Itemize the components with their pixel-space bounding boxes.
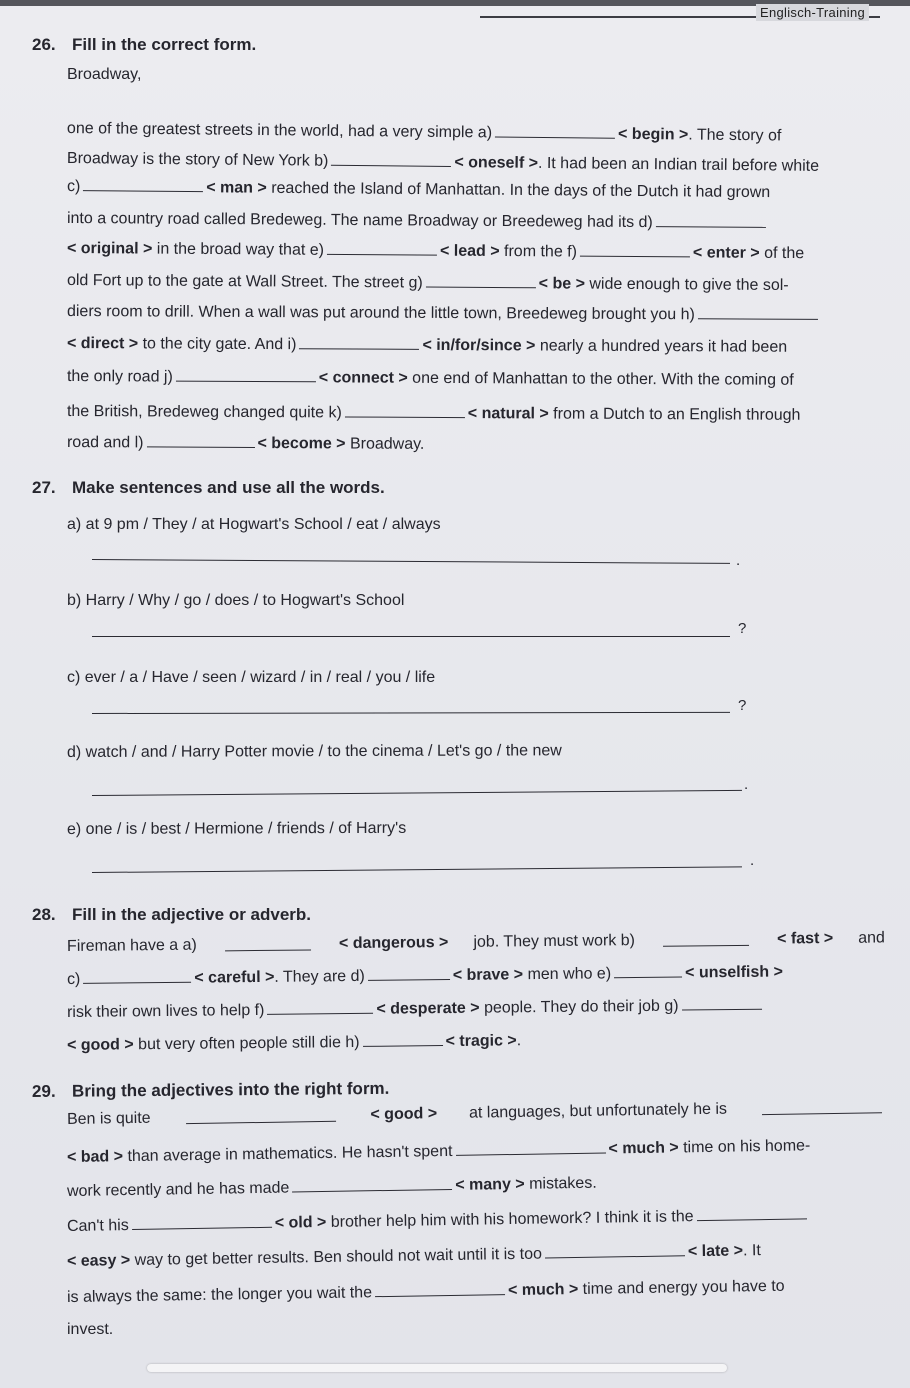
answer-blank-a[interactable]: [495, 119, 615, 138]
answer-blank-l[interactable]: [146, 429, 254, 448]
ex29-blank-1[interactable]: [185, 1104, 335, 1124]
ex27-end-mark-d: .: [744, 776, 749, 793]
ex28-blank-e[interactable]: [614, 960, 682, 979]
ex29-line-4: Can't his < old > brother help him with his homework? I think it is the: [67, 1200, 885, 1237]
answer-blank-j[interactable]: [176, 364, 316, 383]
ex26-line-5: into a country road called Bredeweg. The name Broadway or Breedeweg had its d): [67, 205, 885, 235]
ex28-line-3: risk their own lives to help f) < desperate > people. They do their job g): [67, 990, 885, 1023]
ex28-blank-a[interactable]: [225, 932, 311, 951]
ex29-blank-4[interactable]: [292, 1172, 452, 1193]
answer-blank-h[interactable]: [698, 301, 818, 320]
ex28-line-2: c) < careful >. They are d) < brave > men who e) < unselfish >: [67, 957, 885, 990]
ex27-end-mark-e: .: [750, 852, 755, 869]
ex29-blank-3[interactable]: [455, 1136, 605, 1156]
ex29-line-7: invest.: [67, 1321, 114, 1338]
ex27-item-d: d) watch / and / Harry Potter movie / to the cinema / Let's go / the new: [66, 742, 562, 761]
ex27-answer-line-c[interactable]: [92, 712, 730, 714]
ex29-line-6: is always the same: the longer you wait the < much > time and energy you have to: [66, 1277, 785, 1306]
ex27-item-b: b) Harry / Why / go / does / to Hogwart's School: [67, 592, 405, 609]
ex28-blank-h[interactable]: [362, 1028, 442, 1047]
answer-blank-f[interactable]: [580, 239, 690, 258]
ex26-line-2: one of the greatest streets in the world, had a very simple a) < begin >. The story of: [66, 120, 782, 145]
ex27-answer-line-d[interactable]: [92, 790, 742, 796]
ex27-answer-line-b[interactable]: [92, 636, 730, 637]
ex28-blank-g[interactable]: [681, 992, 761, 1011]
ex27-item-e: e) one / is / best / Hermione / friends / of Harry's: [66, 819, 407, 838]
answer-blank-b[interactable]: [331, 148, 451, 167]
ex26-line-10: the only road j) < connect > one end of Manhattan to the other. With the coming of: [67, 363, 885, 391]
answer-blank-i[interactable]: [299, 331, 419, 350]
ex26-line-3: Broadway is the story of New York b) < oneself >. It had been an Indian trail before white: [67, 145, 885, 178]
ex27-end-mark-c: ?: [738, 697, 747, 714]
ex29-line-2: < bad > than average in mathematics. He hasn't spent < much > time on his home-: [66, 1137, 811, 1166]
ex27-end-mark-b: ?: [738, 620, 747, 637]
ex27-answer-line-e[interactable]: [92, 866, 742, 873]
ex26-line-1: Broadway,: [67, 66, 142, 83]
ex26-line-8: diers room to drill. When a wall was put around the little town, Breedeweg brought you h): [67, 298, 885, 326]
answer-blank-d[interactable]: [656, 209, 766, 228]
exercise-27-title: 27. Make sentences and use all the words.: [32, 478, 385, 497]
ex26-line-11: the British, Bredeweg changed quite k) < natural > from a Dutch to an English through: [67, 398, 885, 426]
ex29-line-5: < easy > way to get better results. Ben should not wait until it is too < late >. It: [67, 1235, 885, 1272]
ex26-line-7: old Fort up to the gate at Wall Street. The street g) < be > wide enough to give the sol-: [67, 267, 885, 297]
home-indicator[interactable]: [147, 1364, 727, 1372]
ex29-line-1: Ben is quite < good > at languages, but unfortunately he is: [67, 1095, 885, 1132]
exercise-28-title: 28. Fill in the adjective or adverb.: [32, 905, 312, 924]
ex29-blank-7[interactable]: [545, 1238, 685, 1258]
ex28-line-4: < good > but very often people still die h) < tragic >.: [67, 1023, 885, 1056]
ex27-answer-line-a[interactable]: [92, 559, 730, 564]
ex29-blank-8[interactable]: [375, 1277, 505, 1297]
ex29-blank-5[interactable]: [132, 1210, 272, 1230]
exercise-26-title: 26. Fill in the correct form.: [32, 35, 257, 54]
ex28-blank-c[interactable]: [83, 965, 191, 984]
answer-blank-c[interactable]: [83, 173, 203, 192]
exercise-29-title: 29. Bring the adjectives into the right form.: [31, 1078, 390, 1101]
answer-blank-k[interactable]: [345, 399, 465, 418]
ex27-item-a: a) at 9 pm / They / at Hogwart's School / eat / always: [67, 516, 441, 533]
ex29-line-3: work recently and he has made < many > mistakes.: [67, 1165, 885, 1202]
ex28-blank-f[interactable]: [267, 996, 373, 1015]
ex26-line-4: c) < man > reached the Island of Manhattan. In the days of the Dutch it had grown: [67, 173, 885, 204]
ex26-line-9: < direct > to the city gate. And i) < in/for/since > nearly a hundred years it had been: [67, 330, 885, 358]
ex29-blank-6[interactable]: [696, 1201, 806, 1221]
ex27-item-c: c) ever / a / Have / seen / wizard / in / real / you / life: [67, 669, 436, 686]
ex29-blank-2[interactable]: [762, 1095, 882, 1115]
ex26-line-6: < original > in the broad way that e) < lead > from the f) < enter > of the: [67, 235, 885, 265]
ex28-line-1: Fireman have a a) < dangerous > job. They must work b) < fast > and: [66, 929, 886, 955]
answer-blank-g[interactable]: [426, 270, 536, 289]
answer-blank-e[interactable]: [327, 237, 437, 256]
ex26-line-12: road and l) < become > Broadway.: [67, 429, 885, 457]
header-tag: Englisch-Training: [756, 4, 869, 21]
ex28-blank-d[interactable]: [368, 962, 450, 981]
ex27-end-mark-a: .: [736, 552, 741, 569]
ex28-blank-b[interactable]: [663, 928, 749, 947]
